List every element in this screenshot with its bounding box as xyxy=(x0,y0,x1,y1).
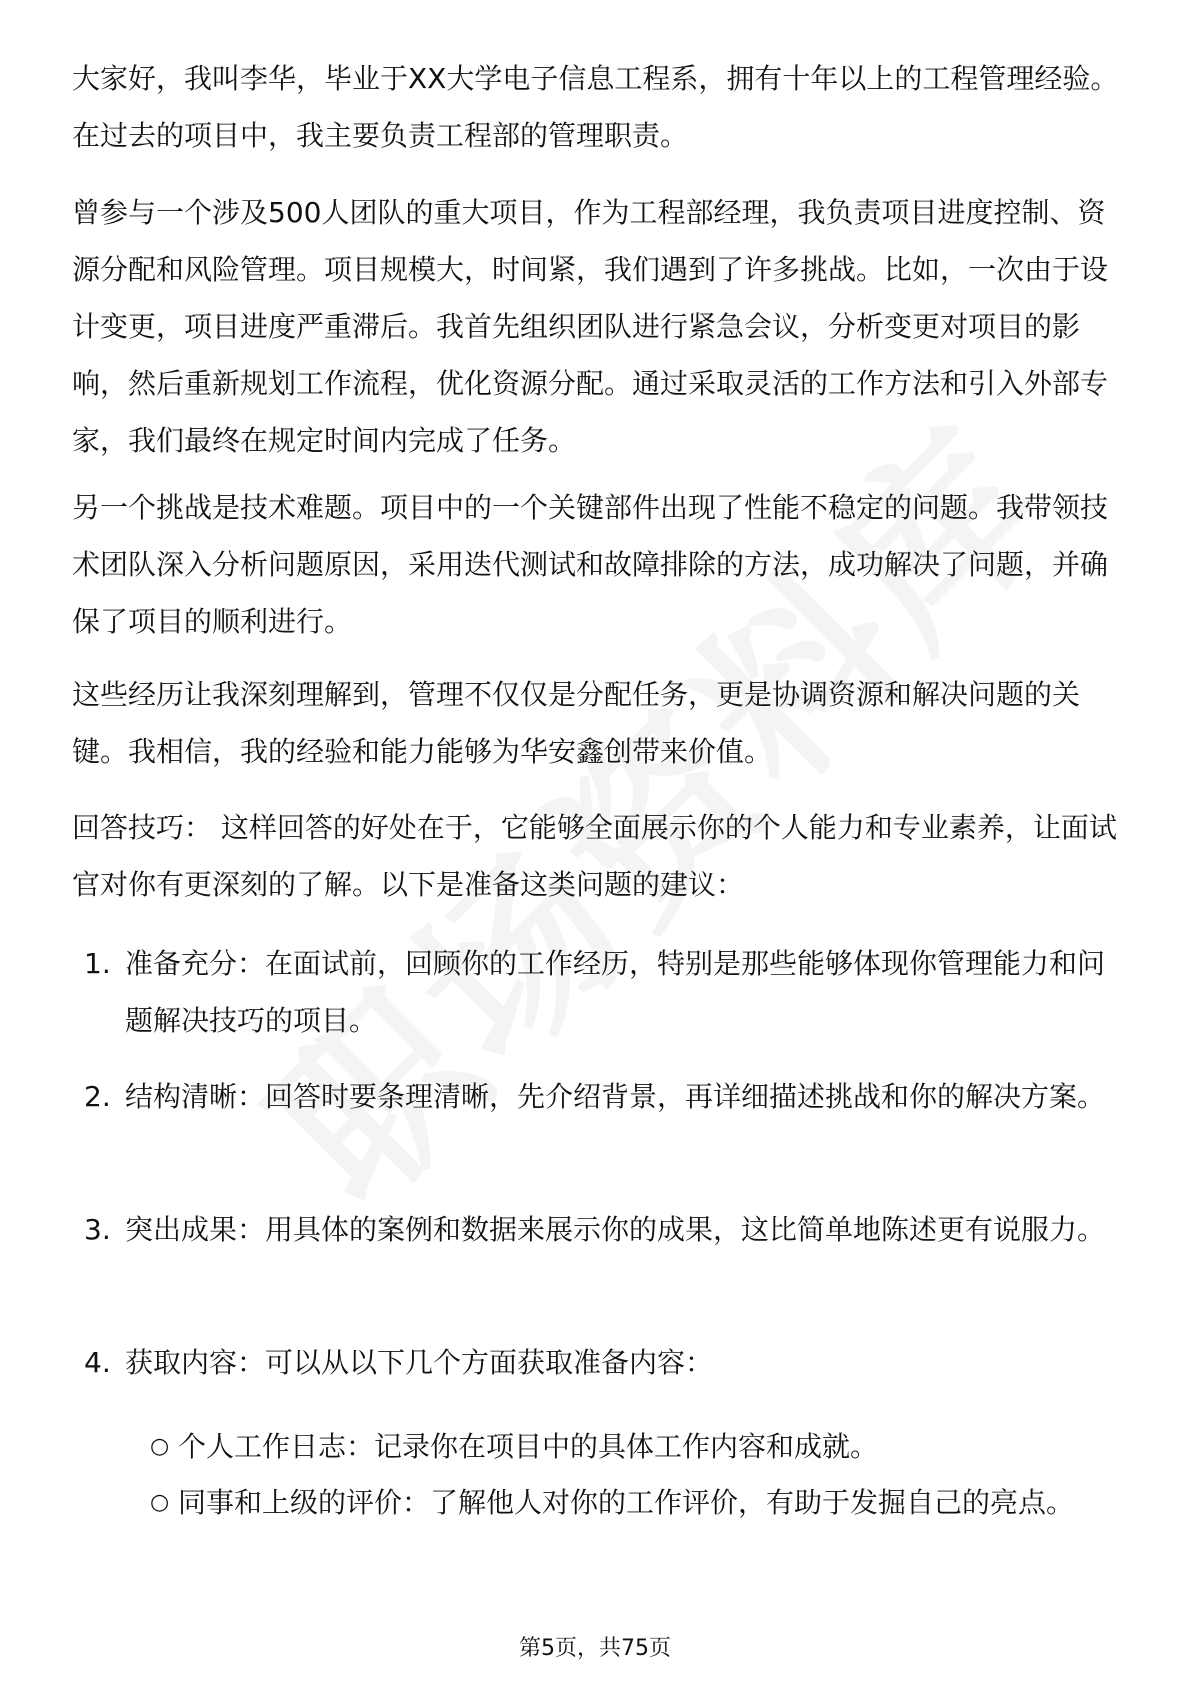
list-item: 获取内容：可以从以下几个方面获取准备内容： xyxy=(125,1346,714,1379)
bullet-circle-icon: ○ xyxy=(150,1434,170,1459)
list-number: 3. xyxy=(84,1213,111,1246)
paragraph-challenge: 另一个挑战是技术难题。项目中的一个关键部件出现了性能不稳定的问题。我带领技术团队深入分析问题原因，采用迭代测试和故障排除的方法，成功解决了问题，并确保了项目的顺利进行。 xyxy=(72,491,1109,638)
sublist-item: 同事和上级的评价：了解他人对你的工作评价，有助于发掘自己的亮点。 xyxy=(178,1486,1075,1519)
list-number: 4. xyxy=(84,1346,111,1379)
bullet-circle-icon: ○ xyxy=(150,1490,170,1515)
paragraph-intro: 大家好，我叫李华，毕业于XX大学电子信息工程系，拥有十年以上的工程管理经验。在过去的项目中，我主要负责工程部的管理职责。 xyxy=(72,62,1119,152)
paragraph-tips: 回答技巧： 这样回答的好处在于，它能够全面展示你的个人能力和专业素养，让面试官对你有更深刻的了解。以下是准备这类问题的建议： xyxy=(72,811,1117,901)
list-number: 1. xyxy=(84,947,111,980)
list-item: 准备充分：在面试前，回顾你的工作经历，特别是那些能够体现你管理能力和问题解决技巧的项目。 xyxy=(125,947,1106,1037)
list-item: 结构清晰：回答时要条理清晰，先介绍背景，再详细描述挑战和你的解决方案。 xyxy=(125,1080,1106,1113)
list-item: 突出成果：用具体的案例和数据来展示你的成果，这比简单地陈述更有说服力。 xyxy=(125,1213,1106,1246)
sublist-item: 个人工作日志：记录你在项目中的具体工作内容和成就。 xyxy=(178,1430,879,1463)
paragraph-reflection: 这些经历让我深刻理解到，管理不仅仅是分配任务，更是协调资源和解决问题的关键。我相信，我的经验和能力能够为华安鑫创带来价值。 xyxy=(72,678,1081,768)
list-number: 2. xyxy=(84,1080,111,1113)
page-number: 第5页，共75页 xyxy=(519,1636,671,1661)
paragraph-project: 曾参与一个涉及500人团队的重大项目，作为工程部经理，我负责项目进度控制、资源分配和风险管理。项目规模大，时间紧，我们遇到了许多挑战。比如，一次由于设计变更，项目进度严重滞后。我首先组织团队进行紧急会议，分析变更对项目的影响，然后重新规划工作流程，优化资源分配。通过采取灵活的工作方法和引入外部专家，我们最终在规定时间内完成了任务。 xyxy=(72,196,1109,457)
